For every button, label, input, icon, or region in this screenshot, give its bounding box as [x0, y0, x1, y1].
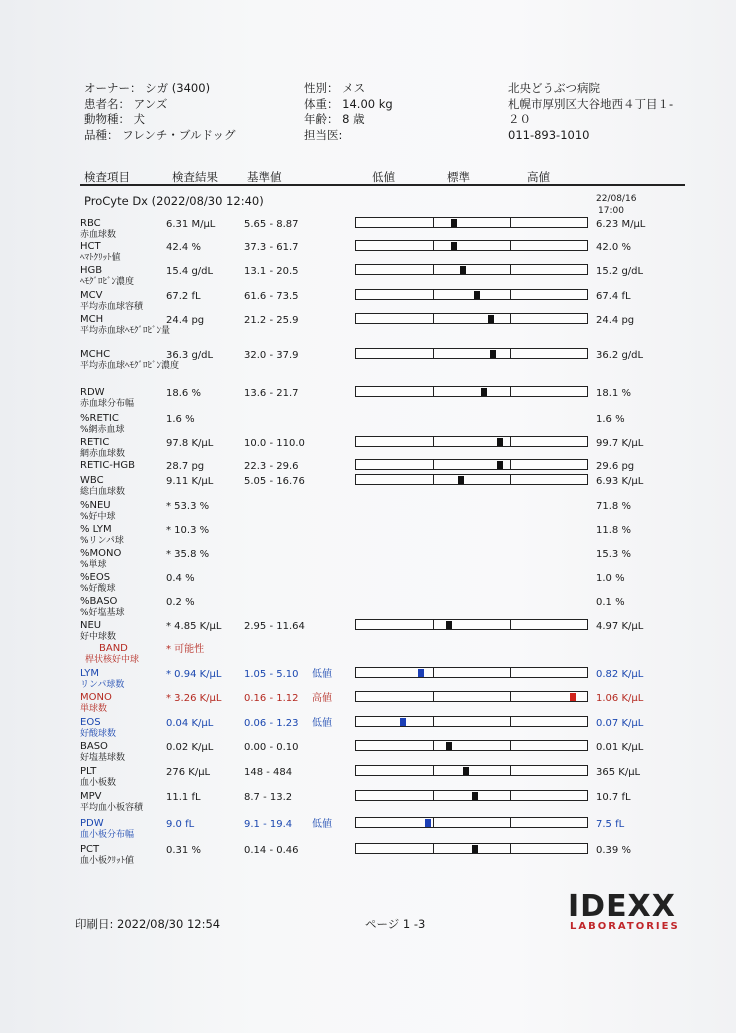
- previous-result: 0.1 %: [596, 597, 625, 608]
- range-marker: [458, 476, 464, 484]
- range-bar-divider: [510, 349, 511, 358]
- previous-result: 36.2 g/dL: [596, 350, 644, 361]
- test-result: 0.4 %: [166, 573, 195, 584]
- reference-range: 5.65 - 8.87: [244, 219, 299, 230]
- previous-result: 24.4 pg: [596, 315, 635, 326]
- test-name-jp: 単球数: [80, 704, 108, 714]
- range-bar-divider: [433, 717, 434, 726]
- previous-result: 1.06 K/µL: [596, 693, 644, 704]
- previous-result: 18.1 %: [596, 388, 631, 399]
- test-code: HGB: [80, 265, 103, 276]
- test-result: 11.1 fL: [166, 792, 201, 803]
- range-bar: [355, 264, 588, 275]
- range-bar-divider: [510, 241, 511, 250]
- previous-result: 15.3 %: [596, 549, 631, 560]
- previous-result: 1.6 %: [596, 414, 625, 425]
- test-code: MONO: [80, 692, 112, 703]
- range-bar-divider: [433, 290, 434, 299]
- range-bar: [355, 790, 588, 801]
- test-code: NEU: [80, 620, 102, 631]
- test-result: 0.02 K/µL: [166, 742, 214, 753]
- test-result: 9.0 fL: [166, 819, 195, 830]
- test-code: %MONO: [80, 548, 122, 559]
- range-bar-divider: [433, 692, 434, 701]
- test-name-jp: 好中球数: [80, 632, 117, 642]
- range-bar: [355, 240, 588, 251]
- test-code: EOS: [80, 717, 101, 728]
- test-result: 1.6 %: [166, 414, 195, 425]
- test-code: MCHC: [80, 349, 111, 360]
- range-marker: [446, 621, 452, 629]
- range-bar-divider: [433, 265, 434, 274]
- range-bar-divider: [510, 387, 511, 396]
- range-bar-divider: [433, 668, 434, 677]
- previous-result: 0.07 K/µL: [596, 718, 644, 729]
- range-bar-divider: [510, 218, 511, 227]
- range-bar-divider: [433, 241, 434, 250]
- test-name-jp: 好酸球数: [80, 729, 117, 739]
- doctor-line: 担当医:: [304, 128, 343, 142]
- previous-result: 4.97 K/µL: [596, 621, 644, 632]
- range-bar-divider: [510, 437, 511, 446]
- test-result: * 53.3 %: [166, 501, 210, 512]
- range-flag: 低値: [312, 669, 332, 680]
- test-name-jp: 平均血小板容積: [80, 803, 144, 813]
- header-rule: [80, 184, 685, 186]
- test-code: BASO: [80, 741, 108, 752]
- test-code: HCT: [80, 241, 101, 252]
- previous-result: 6.93 K/µL: [596, 476, 644, 487]
- previous-result: 1.0 %: [596, 573, 625, 584]
- range-bar: [355, 289, 588, 300]
- previous-time: 17:00: [598, 206, 624, 216]
- clinic-name: 北央どうぶつ病院: [508, 81, 600, 95]
- range-bar-divider: [510, 460, 511, 469]
- test-name-jp: %網赤血球: [80, 425, 125, 435]
- range-bar-divider: [510, 314, 511, 323]
- test-code: %RETIC: [80, 413, 119, 424]
- col-result: 検査結果: [172, 170, 218, 184]
- range-bar: [355, 843, 588, 854]
- previous-result: 67.4 fL: [596, 291, 631, 302]
- previous-result: 0.82 K/µL: [596, 669, 644, 680]
- clinic-phone: 011-893-1010: [508, 128, 590, 142]
- range-bar: [355, 459, 588, 470]
- test-result: 0.04 K/µL: [166, 718, 214, 729]
- reference-range: 5.05 - 16.76: [244, 476, 305, 487]
- range-marker: [460, 266, 466, 274]
- test-result: * 10.3 %: [166, 525, 210, 536]
- reference-range: 13.1 - 20.5: [244, 266, 299, 277]
- range-marker: [451, 242, 457, 250]
- range-flag: 高値: [312, 693, 332, 704]
- range-marker: [488, 315, 494, 323]
- range-bar-divider: [433, 620, 434, 629]
- reference-range: 1.05 - 5.10: [244, 669, 299, 680]
- previous-result: 42.0 %: [596, 242, 631, 253]
- test-code: MCV: [80, 290, 103, 301]
- range-marker: [425, 819, 431, 827]
- range-marker: [446, 742, 452, 750]
- range-marker: [472, 845, 478, 853]
- range-bar-divider: [433, 314, 434, 323]
- range-flag: 低値: [312, 718, 332, 729]
- clinic-address-2: ２０: [508, 112, 531, 126]
- range-bar: [355, 765, 588, 776]
- test-code: LYM: [80, 668, 99, 679]
- test-code: BAND: [99, 643, 128, 654]
- range-bar: [355, 667, 588, 678]
- range-marker: [490, 350, 496, 358]
- test-code: RETIC: [80, 437, 110, 448]
- test-code: PLT: [80, 766, 97, 777]
- test-result: 9.11 K/µL: [166, 476, 214, 487]
- test-code: PCT: [80, 844, 100, 855]
- test-result: 67.2 fL: [166, 291, 201, 302]
- test-code: MPV: [80, 791, 102, 802]
- range-bar-divider: [510, 475, 511, 484]
- previous-result: 11.8 %: [596, 525, 631, 536]
- test-name-jp: 平均赤血球ﾍﾓｸﾞﾛﾋﾞﾝ濃度: [80, 361, 180, 371]
- test-code: %EOS: [80, 572, 111, 583]
- range-bar-divider: [510, 791, 511, 800]
- range-bar-divider: [433, 349, 434, 358]
- test-result: 0.31 %: [166, 845, 201, 856]
- range-bar-divider: [433, 844, 434, 853]
- test-name-jp: 網赤血球数: [80, 449, 126, 459]
- range-marker: [481, 388, 487, 396]
- test-code: %BASO: [80, 596, 118, 607]
- range-bar-divider: [433, 387, 434, 396]
- range-flag: 低値: [312, 819, 332, 830]
- reference-range: 21.2 - 25.9: [244, 315, 299, 326]
- range-bar-divider: [510, 692, 511, 701]
- test-name-jp: %好酸球: [80, 584, 116, 594]
- range-bar: [355, 740, 588, 751]
- previous-result: 71.8 %: [596, 501, 631, 512]
- page-number: ページ 1 -3: [365, 917, 426, 931]
- col-low: 低値: [372, 170, 395, 184]
- test-result: * 35.8 %: [166, 549, 210, 560]
- range-bar: [355, 436, 588, 447]
- test-result: 36.3 g/dL: [166, 350, 214, 361]
- range-bar-divider: [433, 766, 434, 775]
- test-code: WBC: [80, 475, 104, 486]
- range-marker: [418, 669, 424, 677]
- test-name-jp: 平均赤血球ﾍﾓｸﾞﾛﾋﾞﾝ量: [80, 326, 171, 336]
- reference-range: 2.95 - 11.64: [244, 621, 305, 632]
- range-bar-divider: [510, 844, 511, 853]
- range-marker: [400, 718, 406, 726]
- range-bar-divider: [433, 460, 434, 469]
- range-marker: [451, 219, 457, 227]
- reference-range: 61.6 - 73.5: [244, 291, 299, 302]
- test-name-jp: リンパ球数: [80, 680, 125, 690]
- reference-range: 32.0 - 37.9: [244, 350, 299, 361]
- range-bar-divider: [433, 437, 434, 446]
- range-bar: [355, 619, 588, 630]
- range-bar-divider: [510, 766, 511, 775]
- test-result: * 3.26 K/µL: [166, 693, 222, 704]
- range-bar-divider: [433, 741, 434, 750]
- reference-range: 9.1 - 19.4: [244, 819, 293, 830]
- patient-line: 患者名： アンズ: [84, 97, 168, 111]
- test-code: PDW: [80, 818, 104, 829]
- reference-range: 8.7 - 13.2: [244, 792, 293, 803]
- sex-line: 性別： メス: [304, 81, 366, 95]
- range-bar: [355, 716, 588, 727]
- range-bar: [355, 474, 588, 485]
- test-name-jp: %好中球: [80, 512, 116, 522]
- print-date: 印刷日: 2022/08/30 12:54: [75, 917, 221, 931]
- reference-range: 0.16 - 1.12: [244, 693, 299, 704]
- col-reference: 基準値: [247, 170, 282, 184]
- test-name-jp: %リンパ球: [80, 536, 124, 546]
- reference-range: 22.3 - 29.6: [244, 461, 299, 472]
- test-result: 24.4 pg: [166, 315, 205, 326]
- test-result: 6.31 M/µL: [166, 219, 216, 230]
- test-code: MCH: [80, 314, 104, 325]
- reference-range: 0.06 - 1.23: [244, 718, 299, 729]
- previous-result: 0.39 %: [596, 845, 631, 856]
- instrument-label: ProCyte Dx (2022/08/30 12:40): [84, 194, 264, 208]
- range-bar: [355, 348, 588, 359]
- range-bar-divider: [510, 620, 511, 629]
- idexx-logo: [568, 889, 698, 936]
- test-result: * 4.85 K/µL: [166, 621, 222, 632]
- logo-word: IDEXX: [568, 889, 676, 924]
- test-code: % LYM: [80, 524, 112, 535]
- range-bar-divider: [433, 818, 434, 827]
- range-marker: [474, 291, 480, 299]
- reference-range: 148 - 484: [244, 767, 293, 778]
- range-bar-divider: [510, 741, 511, 750]
- test-name-jp: %単球: [80, 560, 107, 570]
- range-bar-divider: [510, 668, 511, 677]
- previous-result: 7.5 fL: [596, 819, 625, 830]
- range-bar-divider: [510, 265, 511, 274]
- reference-range: 10.0 - 110.0: [244, 438, 305, 449]
- test-name-jp: 血小板ｸﾘｯﾄ値: [80, 856, 135, 866]
- previous-result: 365 K/µL: [596, 767, 641, 778]
- test-name-jp: ﾍﾏﾄｸﾘｯﾄ値: [80, 253, 121, 263]
- col-high: 高値: [527, 170, 550, 184]
- range-marker: [497, 461, 503, 469]
- test-result: 276 K/µL: [166, 767, 211, 778]
- test-result: 0.2 %: [166, 597, 195, 608]
- range-marker: [497, 438, 503, 446]
- test-name-jp: 血小板分布幅: [80, 830, 135, 840]
- test-code: RDW: [80, 387, 105, 398]
- test-result: 97.8 K/µL: [166, 438, 214, 449]
- col-item: 検査項目: [84, 170, 130, 184]
- test-result: 42.4 %: [166, 242, 201, 253]
- test-name-jp: 好塩基球数: [80, 753, 126, 763]
- previous-result: 15.2 g/dL: [596, 266, 644, 277]
- test-name-jp: 総白血球数: [80, 487, 126, 497]
- logo-subtitle: LABORATORIES: [570, 921, 680, 932]
- range-bar: [355, 691, 588, 702]
- test-name-jp: 赤血球分布幅: [80, 399, 135, 409]
- reference-range: 0.00 - 0.10: [244, 742, 299, 753]
- range-bar: [355, 817, 588, 828]
- range-bar: [355, 313, 588, 324]
- previous-result: 10.7 fL: [596, 792, 631, 803]
- species-line: 動物種： 犬: [84, 112, 146, 126]
- previous-result: 6.23 M/µL: [596, 219, 646, 230]
- test-name-jp: 赤血球数: [80, 230, 117, 240]
- reference-range: 13.6 - 21.7: [244, 388, 299, 399]
- range-marker: [472, 792, 478, 800]
- test-result: * 0.94 K/µL: [166, 669, 222, 680]
- test-code: %NEU: [80, 500, 111, 511]
- range-bar-divider: [433, 218, 434, 227]
- owner-line: オーナー： シガ (3400): [84, 81, 211, 95]
- age-line: 年齢： 8 歳: [304, 112, 365, 126]
- test-code: RBC: [80, 218, 101, 229]
- test-result: 18.6 %: [166, 388, 201, 399]
- range-bar-divider: [510, 818, 511, 827]
- test-name-jp: %好塩基球: [80, 608, 125, 618]
- reference-range: 0.14 - 0.46: [244, 845, 299, 856]
- range-bar-divider: [510, 290, 511, 299]
- range-marker: [570, 693, 576, 701]
- previous-result: 99.7 K/µL: [596, 438, 644, 449]
- previous-result: 0.01 K/µL: [596, 742, 644, 753]
- range-bar: [355, 386, 588, 397]
- test-code: RETIC-HGB: [80, 460, 136, 471]
- previous-date: 22/08/16: [596, 194, 637, 204]
- clinic-address-1: 札幌市厚別区大谷地西４丁目１-: [508, 97, 674, 111]
- test-name-jp: ﾍﾓｸﾞﾛﾋﾞﾝ濃度: [80, 277, 135, 287]
- range-bar-divider: [433, 791, 434, 800]
- weight-line: 体重： 14.00 kg: [304, 97, 393, 111]
- test-name-jp: 桿状核好中球: [85, 655, 140, 665]
- range-marker: [463, 767, 469, 775]
- test-result: 28.7 pg: [166, 461, 205, 472]
- test-result: * 可能性: [166, 644, 205, 655]
- range-bar-divider: [433, 475, 434, 484]
- range-bar: [355, 217, 588, 228]
- reference-range: 37.3 - 61.7: [244, 242, 299, 253]
- range-bar-divider: [510, 717, 511, 726]
- breed-line: 品種： フレンチ・ブルドッグ: [84, 128, 236, 142]
- test-result: 15.4 g/dL: [166, 266, 214, 277]
- col-normal: 標準: [447, 170, 470, 184]
- previous-result: 29.6 pg: [596, 461, 635, 472]
- test-name-jp: 血小板数: [80, 778, 117, 788]
- test-name-jp: 平均赤血球容積: [80, 302, 144, 312]
